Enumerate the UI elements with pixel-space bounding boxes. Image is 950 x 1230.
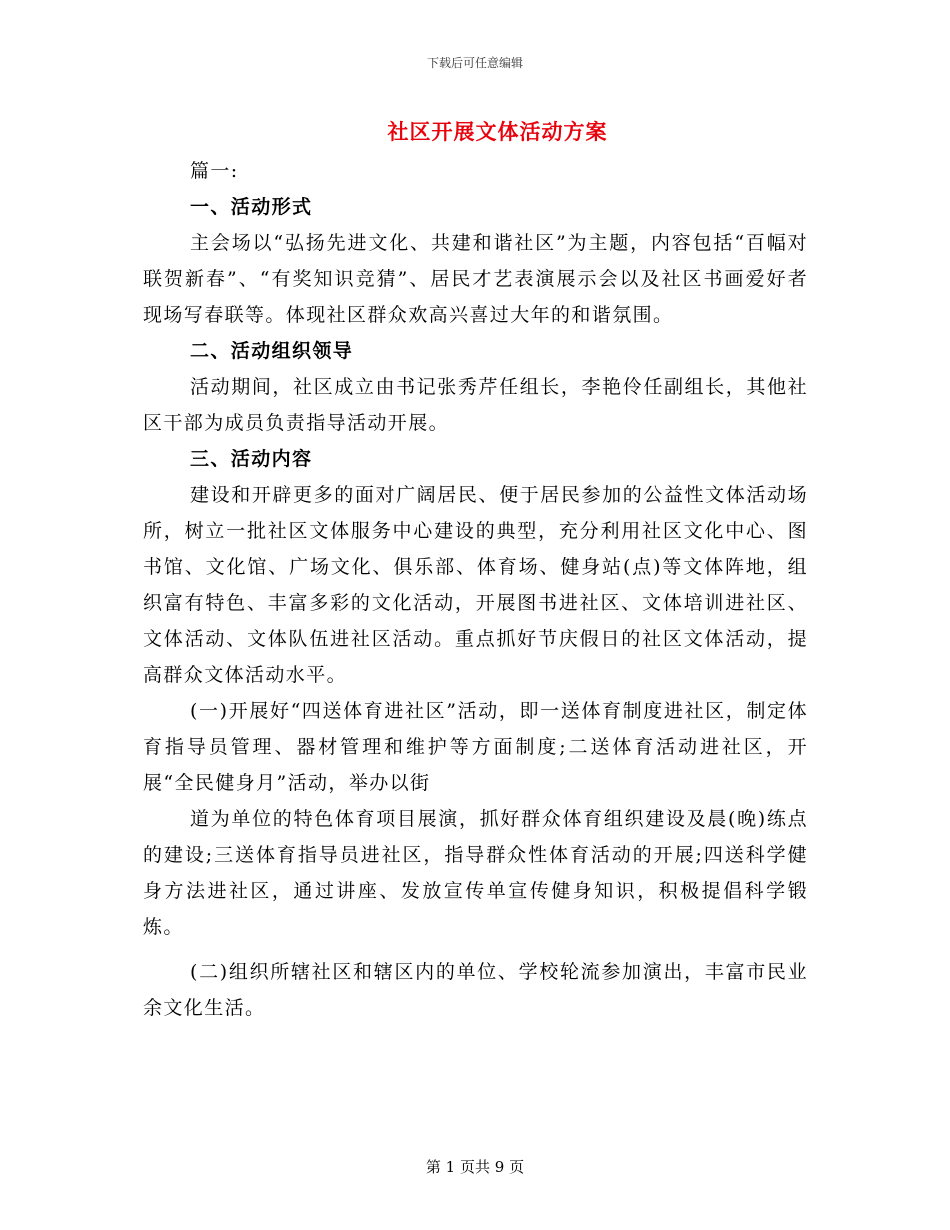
heading-activity-form: 一、活动形式 <box>190 196 313 218</box>
page-footer: 第 1 页共 9 页 <box>425 1158 525 1176</box>
paragraph-activity-content: 建设和开辟更多的面对广阔居民、便于居民参加的公益性文体活动场所，树立一批社区文体服务中心建设的典型，充分利用社区文化中心、图书馆、文化馆、广场文化、俱乐部、体育场、健身站(点)等文体阵地，组织富有特色、丰富多彩的文化活动，开展图书进社区、文体培训进社区、文体活动、文体队伍进社区活动。重点抓好节庆假日的社区文体活动，提高群众文体活动水平。 <box>143 484 808 686</box>
heading-activity-content: 三、活动内容 <box>190 448 313 470</box>
header-note: 下载后可任意编辑 <box>426 56 523 70</box>
paragraph-activity-form: 主会场以“弘扬先进文化、共建和谐社区”为主题，内容包括“百幅对联贺新春”、“有奖知识竞猜”、居民才艺表演展示会以及社区书画爱好者现场写春联等。体现社区群众欢高兴喜过大年的和谐氛围。 <box>143 232 808 326</box>
document-title: 社区开展文体活动方案 <box>387 119 608 144</box>
paragraph-organization: 活动期间，社区成立由书记张秀芹任组长，李艳伶任副组长，其他社区干部为成员负责指导活动开展。 <box>143 376 808 434</box>
document-body <box>143 153 808 1026</box>
paragraph-item-one-continued: 道为单位的特色体育项目展演，抓好群众体育组织建设及晨(晚)练点的建设;三送体育指导员进社区，指导群众性体育活动的开展;四送科学健身方法进社区，通过讲座、发放宣传单宣传健身知识，积极提倡科学锻炼。 <box>143 808 808 938</box>
section-label: 篇一: <box>190 160 239 182</box>
heading-organization: 二、活动组织领导 <box>190 340 354 362</box>
paragraph-item-one: (一)开展好“四送体育进社区”活动，即一送体育制度进社区，制定体育指导员管理、器材管理和维护等方面制度;二送体育活动进社区，开展“全民健身月”活动，举办以街 <box>143 700 808 794</box>
paragraph-item-two: (二)组织所辖社区和辖区内的单位、学校轮流参加演出，丰富市民业余文化生活。 <box>143 961 808 1019</box>
